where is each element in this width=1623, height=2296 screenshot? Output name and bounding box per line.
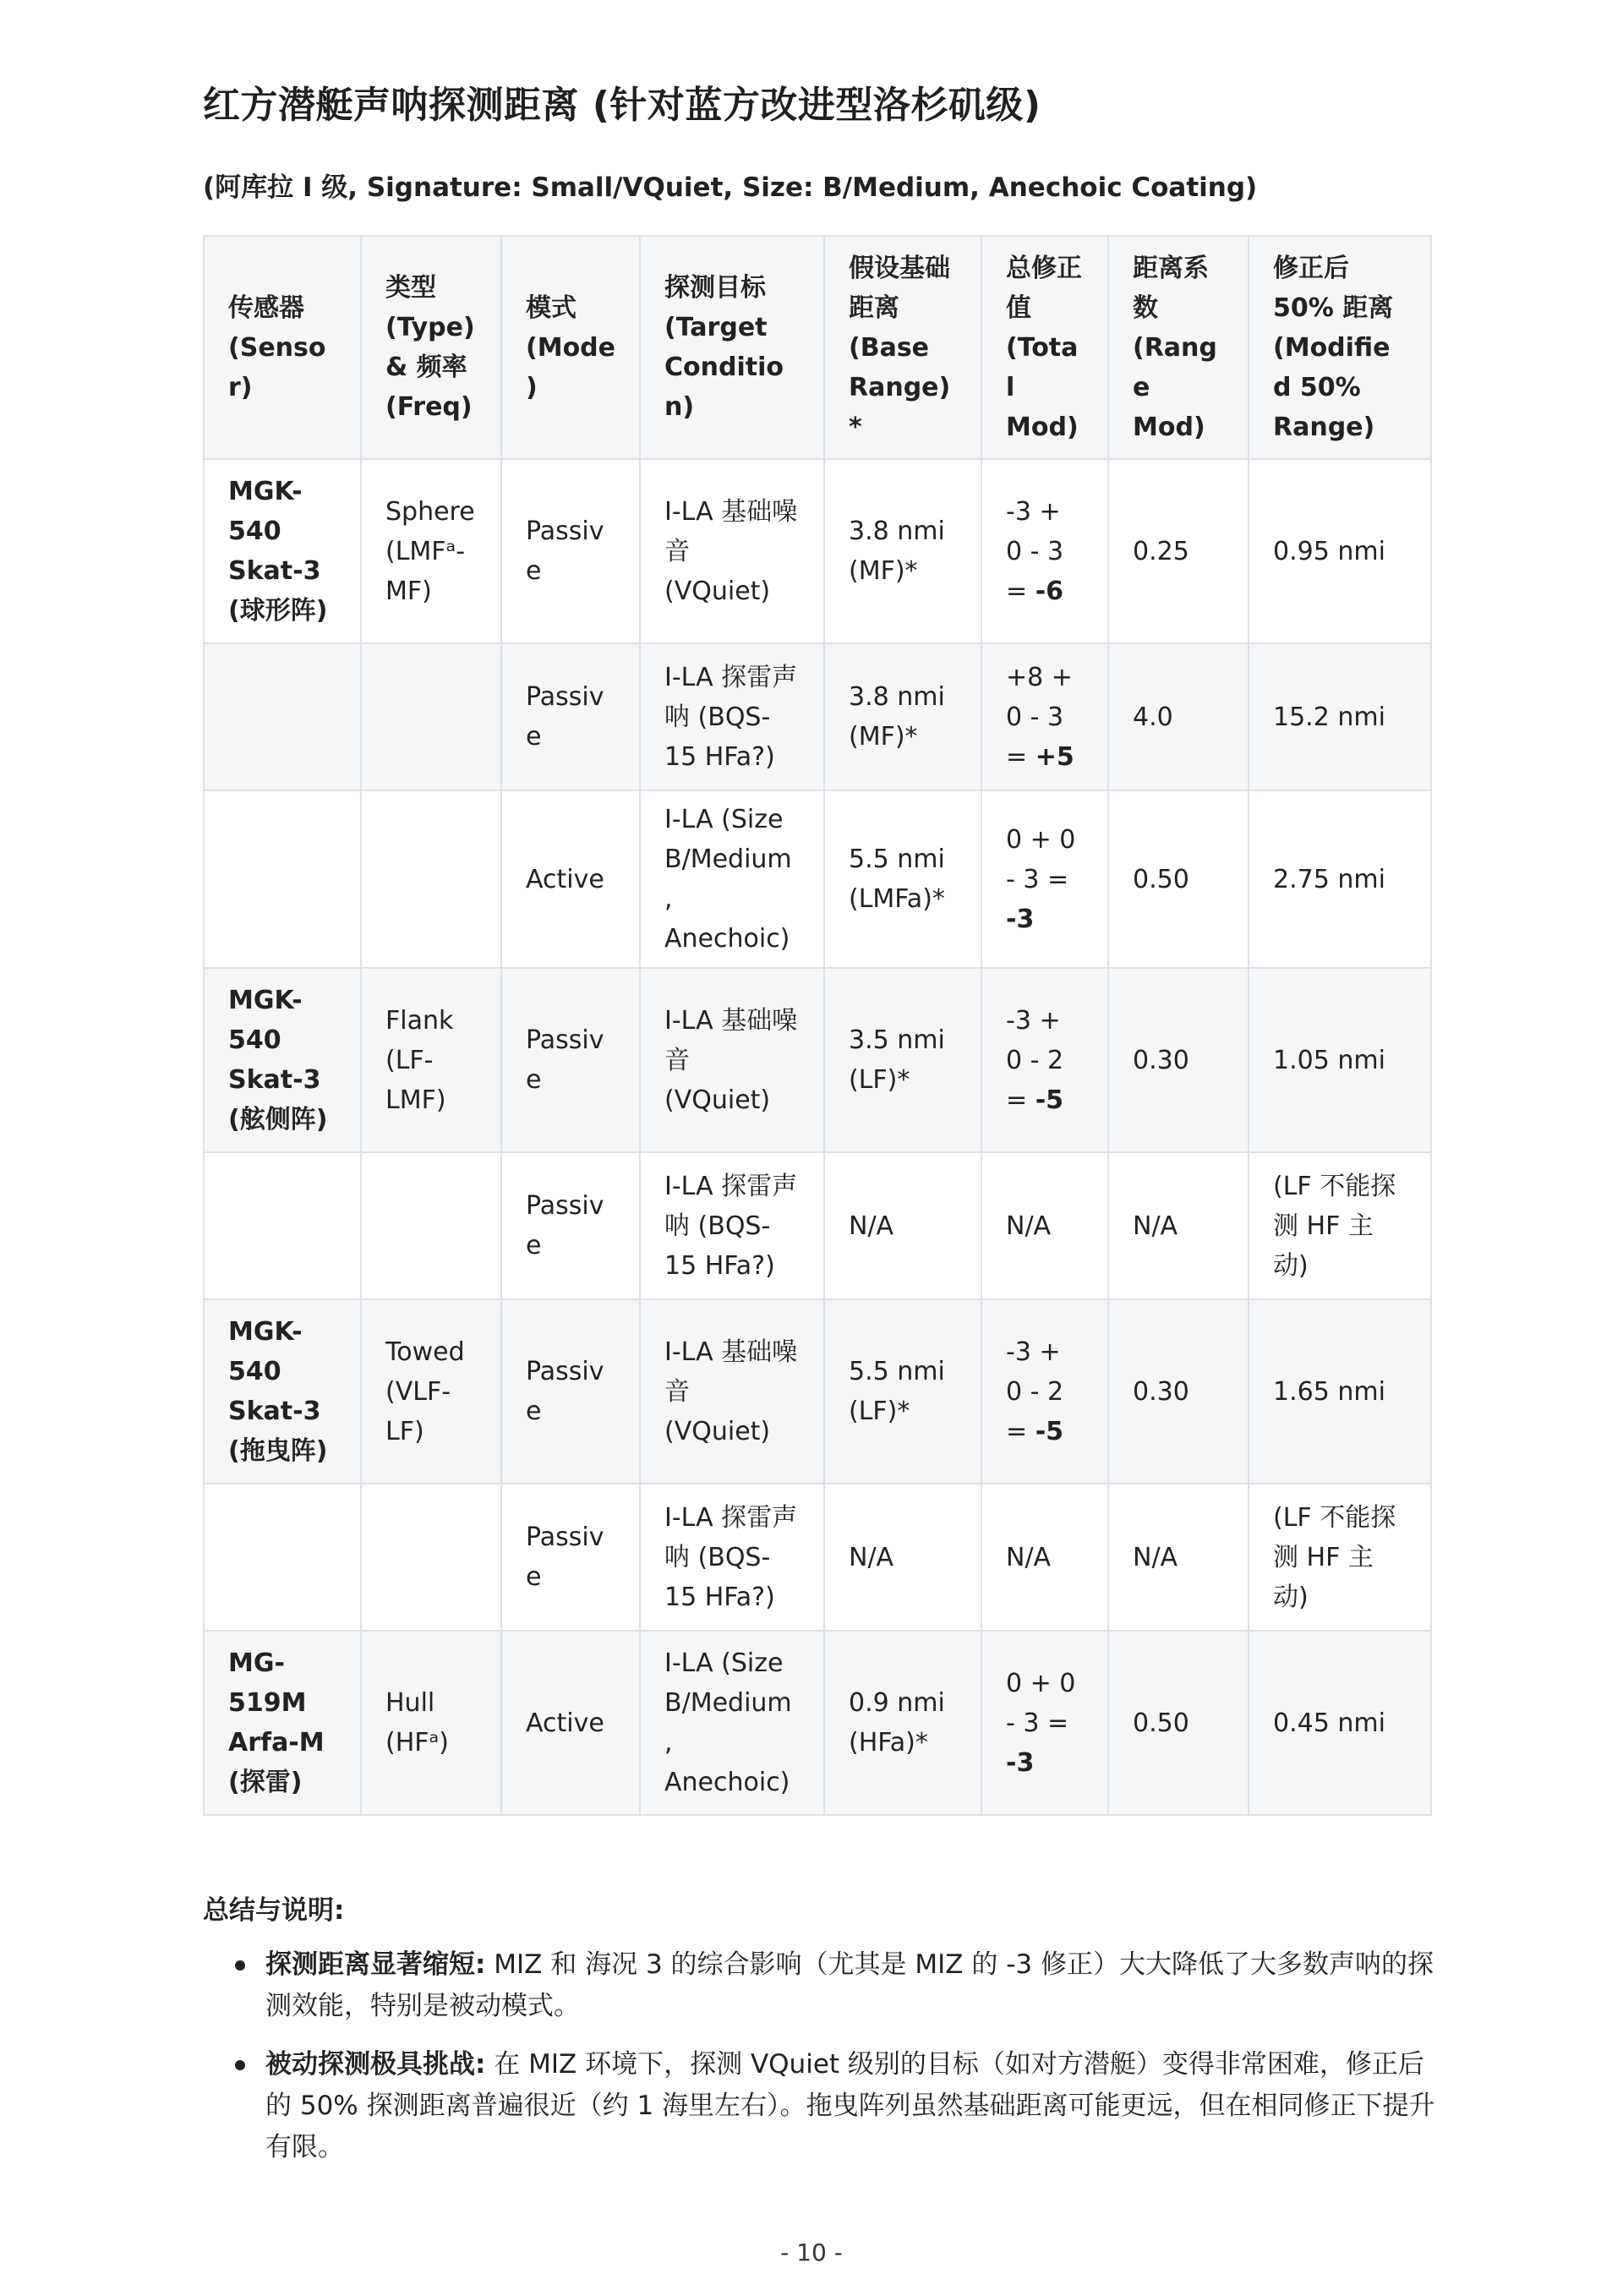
cell-target: I-LA 探雷声呐 (BQS-15 HFa?): [640, 1484, 824, 1631]
cell-sensor: [204, 643, 361, 790]
cell-total-mod: [981, 968, 1108, 1152]
cell-sensor: [204, 1152, 361, 1299]
cell-base-range: N/A: [824, 1152, 981, 1299]
cell-mode: Passive: [501, 643, 640, 790]
header-sensor: 传感器 (Sensor): [204, 236, 361, 459]
cell-mode: Passive: [501, 968, 640, 1152]
table-row: [204, 790, 1431, 968]
cell-type: Hull (HFᵃ): [361, 1631, 501, 1815]
cell-range-mod: 0.50: [1108, 790, 1249, 968]
cell-base-range: N/A: [824, 1484, 981, 1631]
mod-expression: -3 + 0 - 3 =: [1006, 496, 1064, 606]
header-range-mod: 距离系数 (Range Mod): [1108, 236, 1249, 459]
cell-target: I-LA (Size B/Medium, Anechoic): [640, 790, 824, 968]
mod-expression: 0 + 0 - 3 =: [1006, 1668, 1076, 1738]
table-row: [204, 968, 1431, 1152]
table-row: [204, 1631, 1431, 1815]
cell-mode: Passive: [501, 1484, 640, 1631]
cell-type: [361, 1484, 501, 1631]
header-base-range: 假设基础距离 (Base Range)*: [824, 236, 981, 459]
page-subtitle: (阿库拉 I 级, Signature: Small/VQuiet, Size: B/Medium, Anechoic Coating): [203, 172, 1258, 203]
cell-base-range: 5.5 nmi (LF)*: [824, 1299, 981, 1484]
cell-sensor: MGK-540 Skat-3 (拖曳阵): [204, 1299, 361, 1484]
mod-result: +5: [1035, 741, 1074, 772]
cell-base-range: 3.8 nmi (MF)*: [824, 459, 981, 643]
cell-sensor: [204, 1484, 361, 1631]
cell-type: Flank (LF-LMF): [361, 968, 501, 1152]
table-row: [204, 1299, 1431, 1484]
mod-expression: -3 + 0 - 2 =: [1006, 1005, 1064, 1115]
mod-expression: N/A: [1006, 1211, 1052, 1241]
cell-total-mod: [981, 1484, 1108, 1631]
mod-result: -6: [1035, 576, 1064, 606]
cell-target: I-LA 基础噪音 (VQuiet): [640, 459, 824, 643]
cell-range-mod: 0.30: [1108, 968, 1249, 1152]
cell-base-range: 3.8 nmi (MF)*: [824, 643, 981, 790]
summary-item-text: MIZ 和 海况 3 的综合影响（尤其是 MIZ 的 -3 修正）大大降低了大多数声呐的探测效能，特别是被动模式。: [265, 1949, 1434, 2021]
cell-modified-range: 0.45 nmi: [1249, 1631, 1431, 1815]
summary-list: [203, 1944, 1437, 2185]
cell-base-range: 0.9 nmi (HFa)*: [824, 1631, 981, 1815]
cell-sensor: MGK-540 Skat-3 (舷侧阵): [204, 968, 361, 1152]
mod-expression: +8 + 0 - 3 =: [1006, 662, 1073, 772]
cell-modified-range: (LF 不能探测 HF 主动): [1249, 1152, 1431, 1299]
cell-modified-range: (LF 不能探测 HF 主动): [1249, 1484, 1431, 1631]
cell-modified-range: 15.2 nmi: [1249, 643, 1431, 790]
cell-total-mod: [981, 1631, 1108, 1815]
table-row: [204, 1152, 1431, 1299]
cell-range-mod: N/A: [1108, 1152, 1249, 1299]
cell-sensor: MG-519M Arfa-M (探雷): [204, 1631, 361, 1815]
header-target-condition: 探测目标 (Target Condition): [640, 236, 824, 459]
cell-type: [361, 643, 501, 790]
cell-total-mod: [981, 459, 1108, 643]
cell-type: Towed (VLF-LF): [361, 1299, 501, 1484]
cell-base-range: 5.5 nmi (LMFa)*: [824, 790, 981, 968]
table-row: [204, 459, 1431, 643]
cell-target: I-LA 基础噪音 (VQuiet): [640, 968, 824, 1152]
list-item: [203, 1944, 1437, 2027]
cell-type: Sphere (LMFᵃ-MF): [361, 459, 501, 643]
cell-sensor: [204, 790, 361, 968]
mod-result: -3: [1006, 1747, 1035, 1778]
cell-range-mod: N/A: [1108, 1484, 1249, 1631]
cell-range-mod: 4.0: [1108, 643, 1249, 790]
cell-base-range: 3.5 nmi (LF)*: [824, 968, 981, 1152]
cell-sensor: MGK-540 Skat-3 (球形阵): [204, 459, 361, 643]
bullet-icon: [235, 1960, 245, 1971]
bullet-icon: [235, 2060, 245, 2070]
summary-item-text: 在 MIZ 环境下，探测 VQuiet 级别的目标（如对方潜艇）变得非常困难，修正后的 50% 探测距离普遍很近（约 1 海里左右）。拖曳阵列虽然基础距离可能更远，但在相同修正下提升有限。: [265, 2049, 1435, 2162]
mod-expression: 0 + 0 - 3 =: [1006, 824, 1076, 894]
cell-modified-range: 0.95 nmi: [1249, 459, 1431, 643]
cell-mode: Active: [501, 1631, 640, 1815]
cell-total-mod: [981, 1299, 1108, 1484]
cell-target: I-LA 探雷声呐 (BQS-15 HFa?): [640, 643, 824, 790]
cell-mode: Passive: [501, 459, 640, 643]
summary-heading: 总结与说明:: [203, 1895, 345, 1926]
cell-mode: Passive: [501, 1152, 640, 1299]
cell-type: [361, 1152, 501, 1299]
cell-modified-range: 2.75 nmi: [1249, 790, 1431, 968]
cell-range-mod: 0.50: [1108, 1631, 1249, 1815]
header-mode: 模式 (Mode): [501, 236, 640, 459]
cell-modified-range: 1.65 nmi: [1249, 1299, 1431, 1484]
table-header-row: [204, 236, 1431, 459]
sonar-range-table: [203, 235, 1432, 1816]
page-title: 红方潜艇声呐探测距离 (针对蓝方改进型洛杉矶级): [203, 84, 1041, 127]
header-total-mod: 总修正值 (Total Mod): [981, 236, 1108, 459]
cell-total-mod: [981, 1152, 1108, 1299]
cell-mode: Active: [501, 790, 640, 968]
summary-item-title: 被动探测极具挑战:: [265, 2049, 486, 2080]
cell-range-mod: 0.30: [1108, 1299, 1249, 1484]
header-modified-range: 修正后 50% 距离 (Modified 50% Range): [1249, 236, 1431, 459]
cell-range-mod: 0.25: [1108, 459, 1249, 643]
cell-target: I-LA 探雷声呐 (BQS-15 HFa?): [640, 1152, 824, 1299]
cell-target: I-LA (Size B/Medium, Anechoic): [640, 1631, 824, 1815]
mod-result: -5: [1035, 1416, 1064, 1446]
summary-item-title: 探测距离显著缩短:: [265, 1949, 486, 1980]
cell-target: I-LA 基础噪音 (VQuiet): [640, 1299, 824, 1484]
cell-total-mod: [981, 643, 1108, 790]
cell-mode: Passive: [501, 1299, 640, 1484]
mod-result: -5: [1035, 1085, 1064, 1115]
mod-result: -3: [1006, 904, 1035, 934]
mod-expression: -3 + 0 - 2 =: [1006, 1337, 1064, 1446]
cell-total-mod: [981, 790, 1108, 968]
header-type-freq: 类型 (Type) & 频率 (Freq): [361, 236, 501, 459]
mod-expression: N/A: [1006, 1542, 1052, 1572]
table-row: [204, 643, 1431, 790]
cell-type: [361, 790, 501, 968]
list-item: [203, 2044, 1437, 2168]
cell-modified-range: 1.05 nmi: [1249, 968, 1431, 1152]
page-number: - 10 -: [780, 2239, 843, 2266]
table-row: [204, 1484, 1431, 1631]
